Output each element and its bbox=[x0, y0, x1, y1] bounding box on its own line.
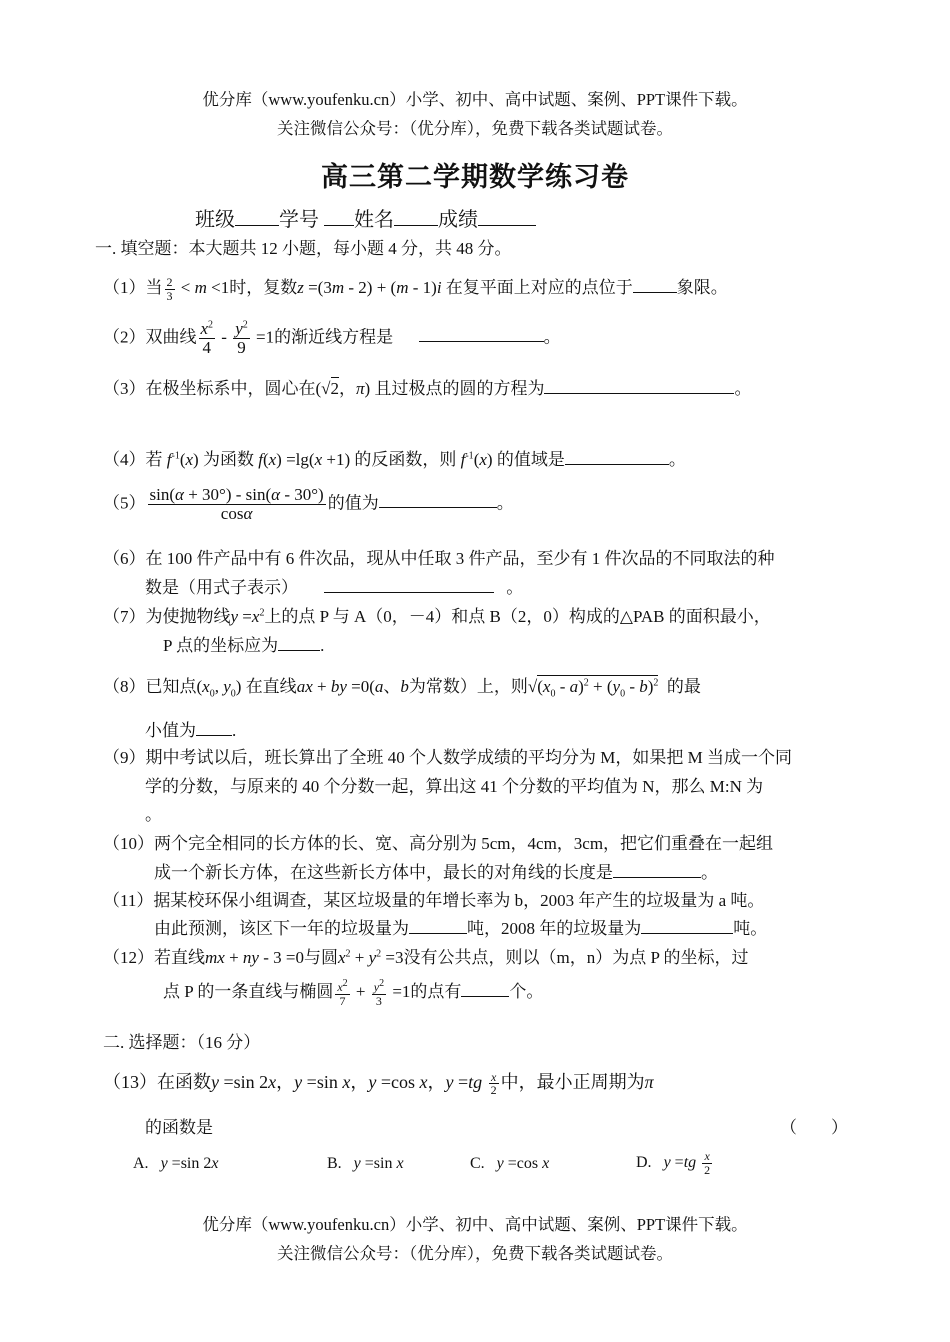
trig-fraction: $\frac{\sin(\alpha + 30^\circ) - \sin(\alpha - 30^\circ)}{\cos\alpha}$ bbox=[149, 485, 324, 523]
q5-answer-blank[interactable] bbox=[379, 493, 497, 508]
q2-answer-blank[interactable] bbox=[419, 327, 544, 342]
q7-answer-blank[interactable] bbox=[278, 636, 320, 651]
sqrt-symbol: √2 bbox=[321, 379, 340, 398]
q10-answer-blank[interactable] bbox=[613, 863, 701, 878]
question-2: （2）双曲线 $\frac{x^2}{4}$ - $\frac{y^2}{9}$ =1的渐近线方程是 。 bbox=[103, 319, 561, 357]
fraction-y2-9: $\frac{y^2}{9}$ bbox=[235, 319, 248, 357]
question-1: （1）当 $\frac{2}{3}$ < m <1时，复数z =(3m - 2) + (m - 1)i 在复平面上对应的点位于 象限。 bbox=[103, 275, 728, 303]
id-field[interactable] bbox=[324, 211, 354, 226]
question-6-line-2: 数是（用式子表示） 。 bbox=[145, 578, 524, 597]
question-12-line-2: 点 P 的一条直线与椭圆 $\frac{x^2}{7}$ + $\frac{y^2}{3}$ =1的点有 个。 bbox=[163, 978, 544, 1008]
option-a[interactable]: A. y =sin 2x bbox=[133, 1155, 219, 1172]
footer-line-2: 关注微信公众号：（优分库），免费下载各类试题试卷。 bbox=[277, 1244, 673, 1263]
question-4: （4）若 $f^{-1}(x)$ 为函数 f(x) =lg(x +1) 的反函数，则 $f^{-1}(x)$ 的值域是 。 bbox=[103, 450, 686, 469]
q3-answer-blank[interactable] bbox=[544, 379, 734, 394]
question-9-line-1: （9）期中考试以后，班长算出了全班 40 个人数学成绩的平均分为 M，如果把 M 当成一个同 bbox=[103, 748, 792, 767]
q11-answer-blank-1[interactable] bbox=[409, 919, 467, 934]
fraction-2-3: $\frac{2}{3}$ bbox=[166, 275, 173, 303]
q12-answer-blank[interactable] bbox=[461, 982, 509, 997]
fraction-x2-7: $\frac{x^2}{7}$ bbox=[337, 978, 348, 1008]
option-c[interactable]: C. y =cos x bbox=[470, 1155, 550, 1172]
name-label: 姓名 bbox=[354, 209, 394, 231]
class-field[interactable] bbox=[235, 211, 279, 226]
distance-sqrt: $√(x_0 - a)^2 + (y_0 - b)^2$ bbox=[527, 677, 659, 700]
name-field[interactable] bbox=[394, 211, 438, 226]
question-8-line-1: （8）已知点($x_0$, $y_0$) 在直线ax + by =0(a、b为常数）上，则$√(x_0 - a)^2 + (y_0 - b)^2$ 的最 bbox=[103, 677, 701, 700]
score-field[interactable] bbox=[478, 211, 536, 226]
score-label: 成绩 bbox=[438, 209, 478, 231]
option-b[interactable]: B. y =sin x bbox=[327, 1155, 404, 1172]
answer-paren[interactable]: （ ） bbox=[780, 1118, 848, 1137]
header-line-2: 关注微信公众号：（优分库），免费下载各类试题试卷。 bbox=[277, 119, 673, 138]
section-2-heading: 二. 选择题：（16 分） bbox=[103, 1033, 261, 1052]
question-10-line-2: 成一个新长方体，在这些新长方体中，最长的对角线的长度是 。 bbox=[154, 863, 718, 882]
section-1-heading: 一. 填空题：本大题共 12 小题，每小题 4 分，共 48 分。 bbox=[95, 239, 512, 258]
question-3: （3）在极坐标系中，圆心在(√2，π) 且过极点的圆的方程为 。 bbox=[103, 379, 752, 398]
option-d[interactable]: D. y =tg $\frac{x}{2}$ bbox=[636, 1149, 711, 1177]
question-11-line-1: （11）据某校环保小组调查，某区垃圾量的年增长率为 b，2003 年产生的垃圾量为 a 吨。 bbox=[103, 891, 765, 910]
question-10-line-1: （10）两个完全相同的长方体的长、宽、高分别为 5cm，4cm，3cm，把它们重叠在一起组 bbox=[103, 834, 774, 853]
question-13-line-1: （13）在函数y =sin 2x，y =sin x，y =cos x，y =tg $\frac{x}{2}$ 中，最小正周期为π bbox=[103, 1069, 654, 1098]
question-12-line-1: （12）若直线mx + ny - 3 =0与圆$x^2 + y^2 =3$没有公共点，则以（m，n）为点 P 的坐标，过 bbox=[103, 948, 749, 967]
question-9-line-3: 。 bbox=[145, 805, 162, 824]
q11-answer-blank-2[interactable] bbox=[641, 919, 733, 934]
page-title: 高三第二学期数学练习卷 bbox=[321, 162, 629, 193]
q8-answer-blank[interactable] bbox=[196, 721, 232, 736]
question-5: （5） $\frac{\sin(\alpha + 30^\circ) - \sin(\alpha - 30^\circ)}{\cos\alpha}$ 的值为 。 bbox=[103, 485, 514, 523]
question-6-line-1: （6）在 100 件产品中有 6 件次品，现从中任取 3 件产品，至少有 1 件次品的不同取法的种 bbox=[103, 549, 775, 568]
question-8-line-2: 小值为 . bbox=[145, 721, 237, 740]
footer-line-1: 优分库（www.youfenku.cn）小学、初中、高中试题、案例、PPT课件下载。 bbox=[202, 1215, 748, 1234]
question-11-line-2: 由此预测，该区下一年的垃圾量为 吨，2008 年的垃圾量为 吨。 bbox=[154, 919, 768, 938]
class-label: 班级 bbox=[195, 209, 235, 231]
id-label: 学号 bbox=[279, 209, 319, 231]
student-info-row bbox=[195, 203, 536, 232]
header-line-1: 优分库（www.youfenku.cn）小学、初中、高中试题、案例、PPT课件下载。 bbox=[202, 90, 748, 109]
question-7-line-2: P 点的坐标应为 . bbox=[163, 636, 325, 655]
question-9-line-2: 学的分数，与原来的 40 个分数一起，算出这 41 个分数的平均值为 N，那么 M:N 为 bbox=[145, 777, 764, 796]
q4-answer-blank[interactable] bbox=[565, 450, 669, 465]
q1-answer-blank[interactable] bbox=[633, 278, 677, 293]
fraction-x2-4: $\frac{x^2}{4}$ bbox=[200, 319, 214, 357]
question-13-line-2: 的函数是 bbox=[145, 1118, 213, 1137]
q6-answer-blank[interactable] bbox=[324, 578, 494, 593]
fraction-y2-3: $\frac{y^2}{3}$ bbox=[373, 978, 385, 1008]
question-7-line-1: （7）为使抛物线$y =x^2$上的点 P 与 A（0，－4）和点 B（2，0）构成的△PAB 的面积最小， bbox=[103, 607, 771, 626]
